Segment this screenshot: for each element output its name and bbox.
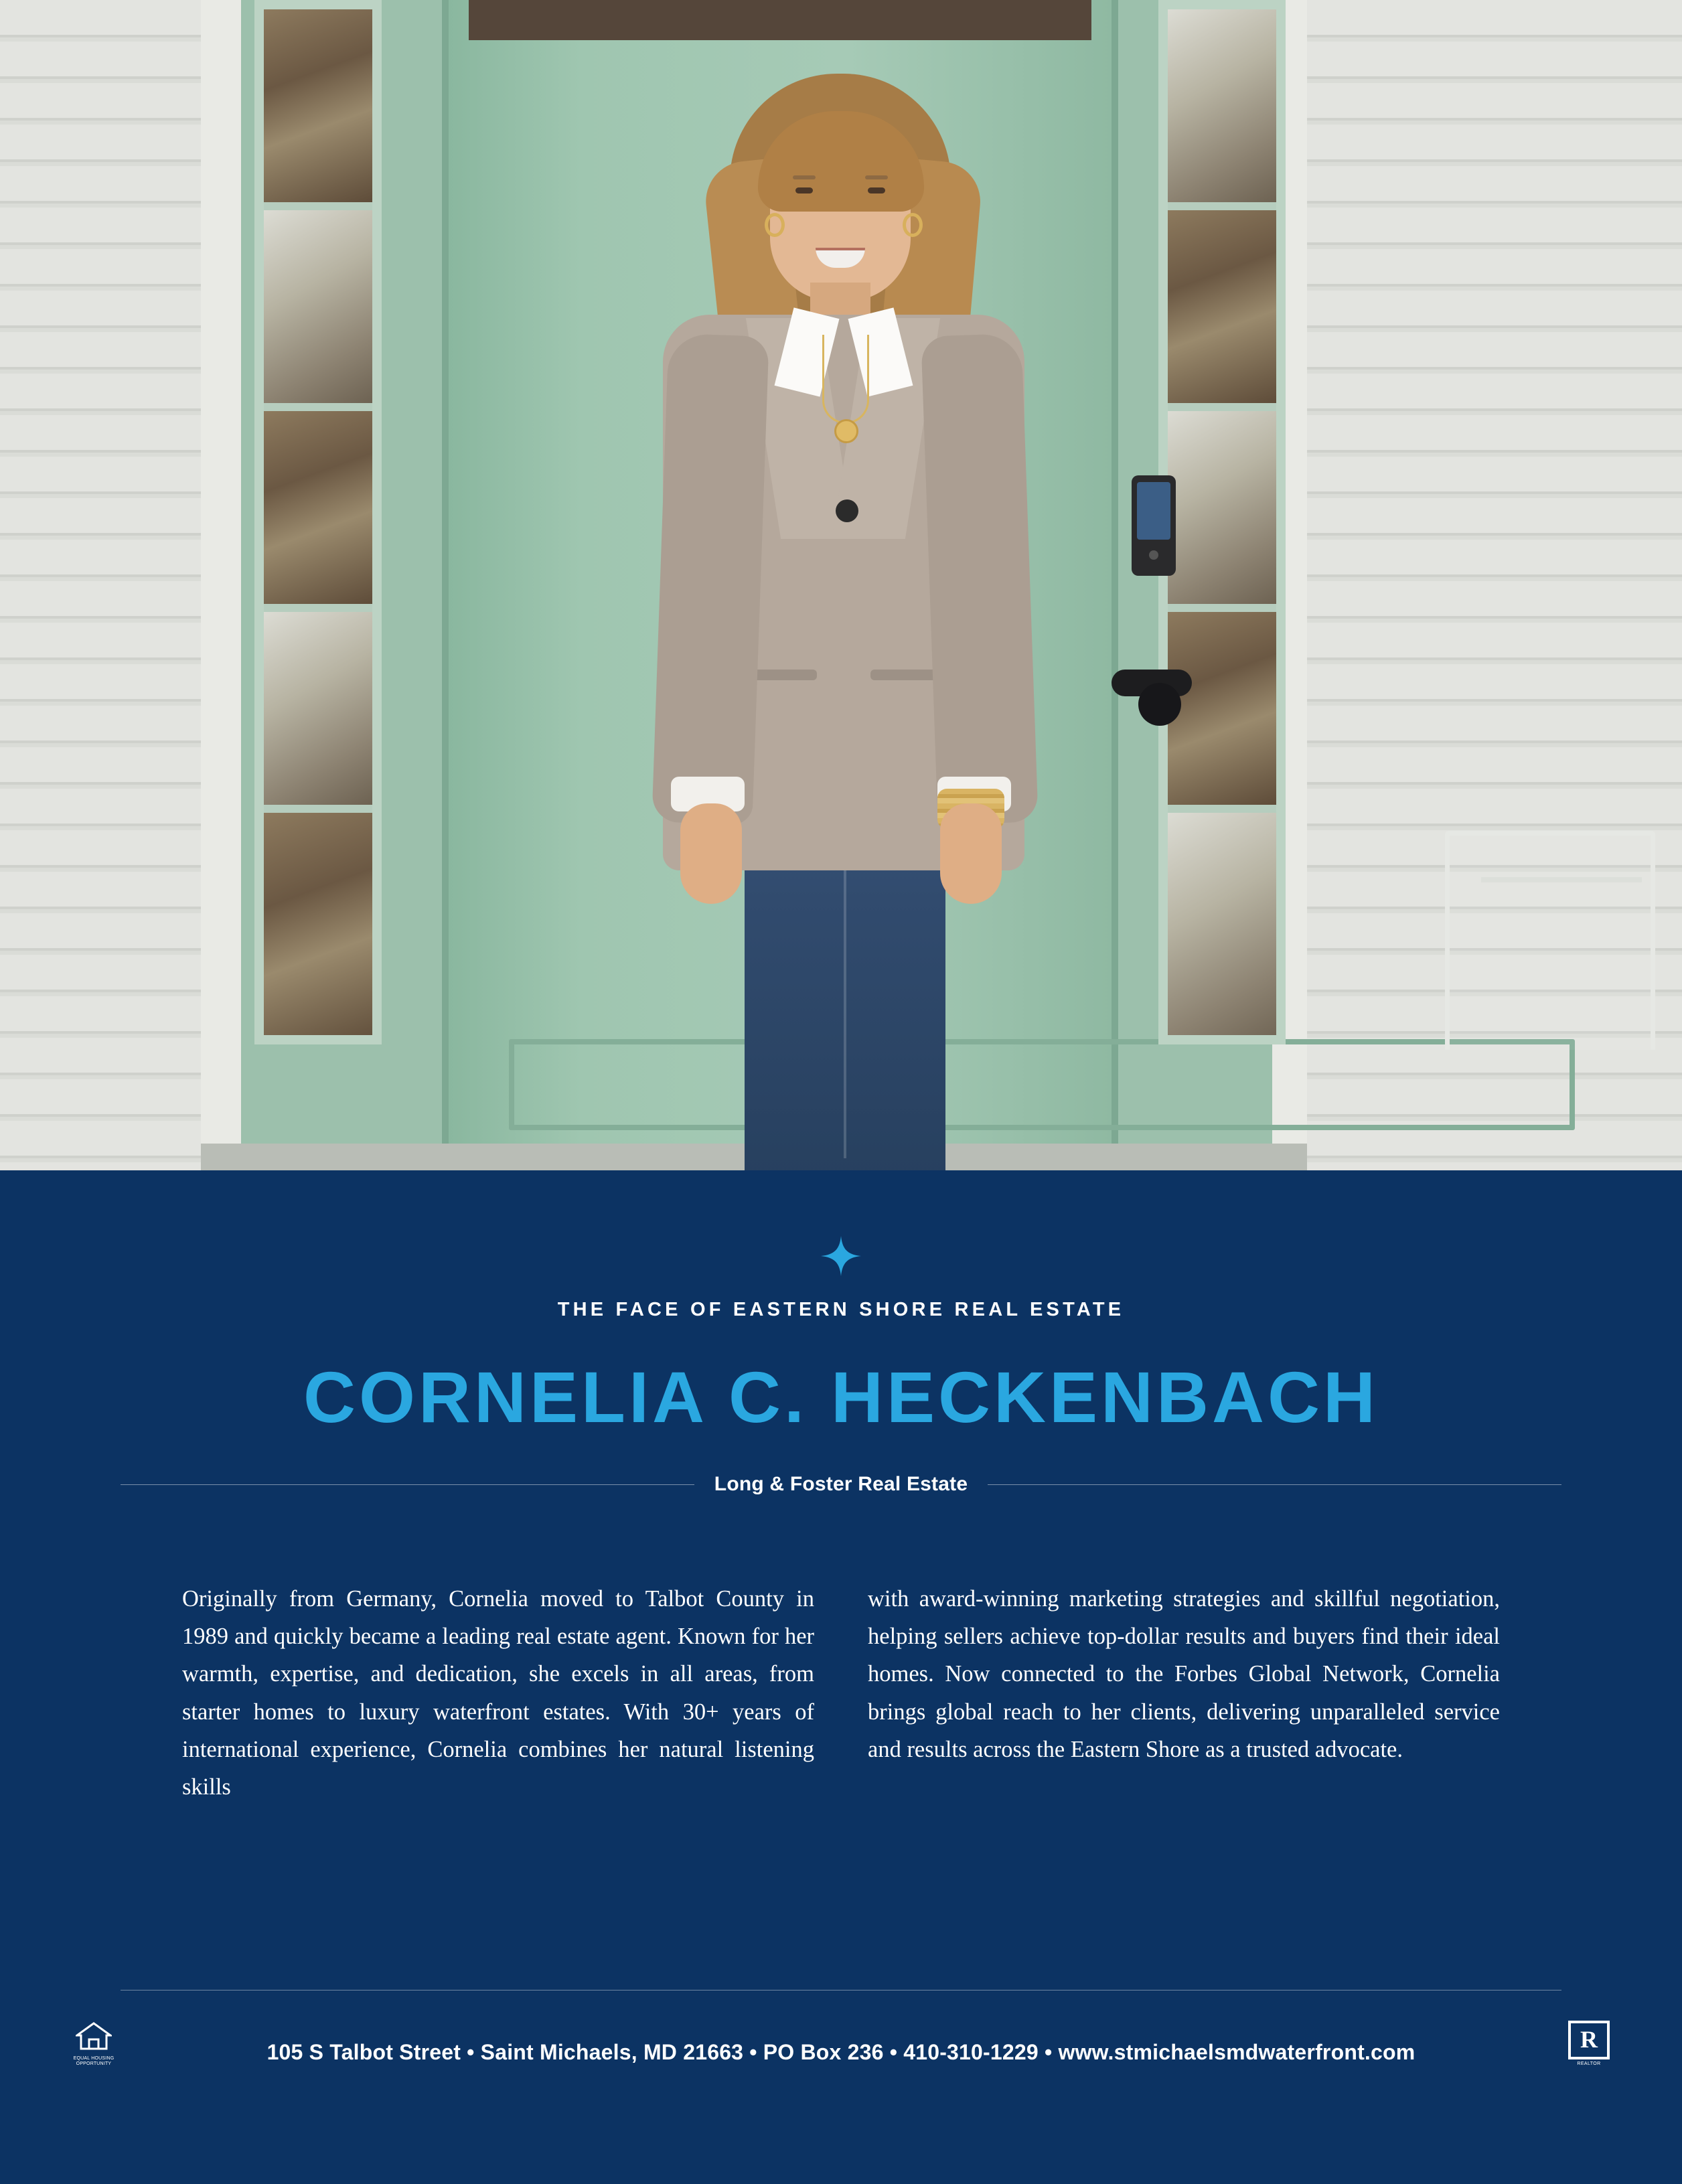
house-siding-left (0, 0, 201, 1170)
body-column-2: with award-winning marketing strategies and skillful negotiation, helping sellers achieve top-dollar results and buyers find their ideal homes. Now connected to the Forbes Global Network, Cornelia brings global reach to her clients, delivering unparalleled service and results across the Eastern Shore as a trusted advocate. (868, 1586, 1500, 1762)
equal-housing-caption: EQUAL HOUSING OPPORTUNITY (73, 2056, 114, 2066)
realtor-caption: REALTOR (1577, 2061, 1601, 2066)
company-name: Long & Foster Real Estate (714, 1473, 968, 1495)
earring-icon (903, 213, 923, 237)
door-transom-glass (469, 0, 1091, 40)
rule-left (121, 1484, 694, 1485)
footer-divider (121, 1990, 1561, 1991)
body-columns (182, 1580, 1500, 1806)
company-rule-row (121, 1473, 1561, 1496)
necklace-icon (822, 335, 869, 424)
porch-railing (1445, 831, 1655, 1050)
porch-railing-bar (1481, 877, 1642, 882)
realtor-mark: R (1568, 2021, 1610, 2059)
sidelight-right (1158, 0, 1286, 1044)
pendant-icon (834, 419, 858, 443)
contact-line: 105 S Talbot Street • Saint Michaels, MD 21663 • PO Box 236 • 410-310-1229 • www.stmichaelsmdwaterfront.com (266, 2039, 1416, 2064)
page-title: CORNELIA C. HECKENBACH (303, 1356, 1379, 1437)
sidelight-left (254, 0, 382, 1044)
footer-contact (0, 2022, 1682, 2082)
four-point-star-icon (820, 1235, 862, 1277)
body-column-1: Originally from Germany, Cornelia moved to Talbot County in 1989 and quickly became a leading real estate agent. Known for her warmth, expertise, and dedication, she excels in all areas, from starter homes to luxury waterfront estates. With 30+ years of international experience, Cornelia combines her natural listening skills (182, 1586, 814, 1800)
realtor-logo-icon (1568, 2021, 1610, 2072)
rule-right (988, 1484, 1561, 1485)
agent-portrait (495, 47, 1165, 1170)
earring-icon (765, 213, 785, 237)
eyebrow-text: THE FACE OF EASTERN SHORE REAL ESTATE (557, 1299, 1125, 1320)
